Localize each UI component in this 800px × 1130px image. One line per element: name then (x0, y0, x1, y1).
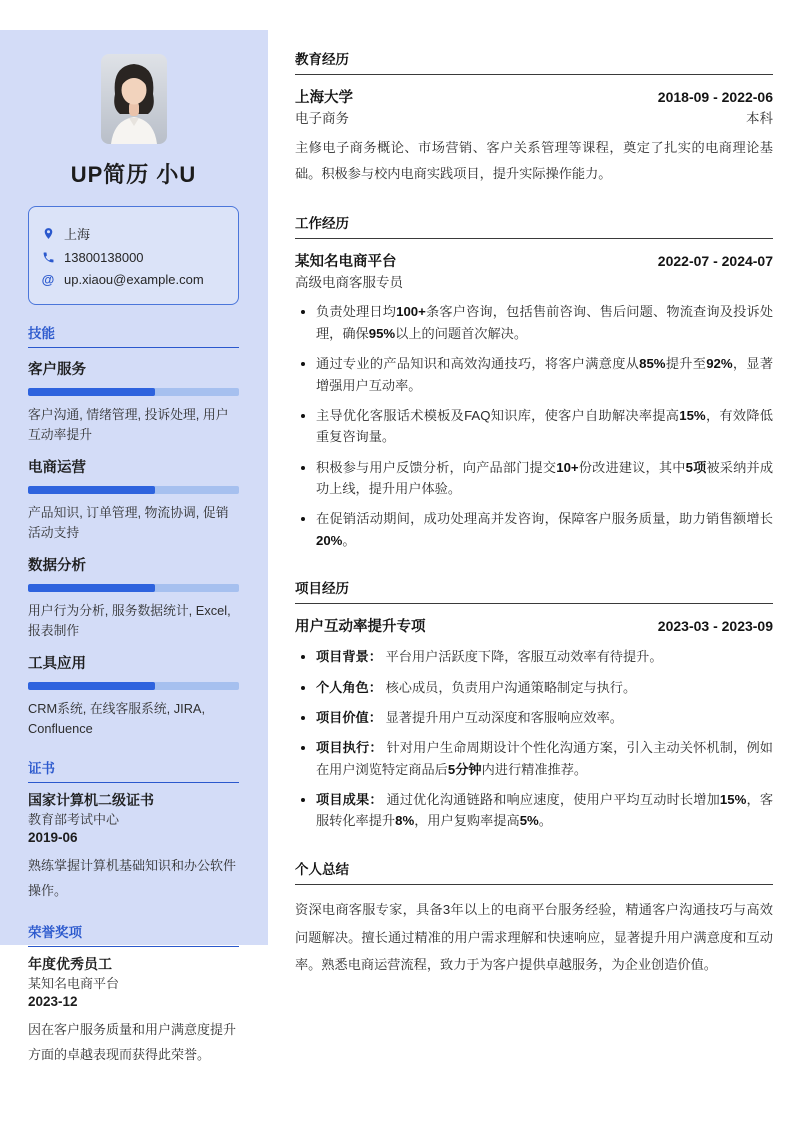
skill-progress-fill (28, 486, 155, 494)
work-bullet-list (295, 301, 773, 551)
project-bullet: • 个人角色： 核心成员，负责用户沟通策略制定与执行。 (316, 677, 773, 698)
education-major: 电子商务 (295, 111, 349, 126)
candidate-name: UP简历 小U (70, 162, 197, 187)
work-section (295, 212, 773, 551)
certificates-section-title: 证书 (28, 757, 239, 783)
skill-progress-bar (28, 682, 239, 690)
project-bullet: • 项目背景： 平台用户活跃度下降，客服互动效率有待提升。 (316, 646, 773, 667)
education-section-title: 教育经历 (295, 48, 773, 75)
honors-section-title: 荣誉奖项 (28, 921, 239, 947)
skill-item (28, 554, 239, 642)
honor-item-description: 因在客户服务质量和用户满意度提升方面的卓越表现而获得此荣誉。 (28, 1022, 237, 1063)
phone-icon (41, 251, 55, 265)
project-section-title: 项目经历 (295, 577, 773, 604)
project-bullet: • 项目执行： 针对用户生命周期设计个性化沟通方案，引入主动关怀机制，例如在用户浏览特定商品后5分钟内进行精准推荐。 (316, 737, 773, 780)
work-section-title: 工作经历 (295, 212, 773, 239)
skill-description: CRM系统, 在线客服系统, JIRA, Confluence (28, 700, 206, 737)
summary-section (295, 858, 773, 979)
at-sign-icon: @ (41, 272, 55, 287)
avatar-illustration (101, 54, 167, 144)
skill-description: 用户行为分析, 服务数据统计, Excel, 报表制作 (28, 602, 231, 639)
education-description: 主修电子商务概论、市场营销、客户关系管理等课程，奠定了扎实的电商理论基础。积极参与校内电商实践项目，提升实际操作能力。 (295, 140, 773, 181)
company-name: 某知名电商平台 (295, 254, 397, 271)
contact-phone: 13800138000 (64, 250, 144, 265)
skill-name: 工具应用 (28, 655, 86, 672)
project-dates: 2023-03 - 2023-09 (657, 618, 773, 635)
certificate-item-date: 2019-06 (28, 830, 78, 846)
skill-name: 数据分析 (28, 557, 86, 574)
contact-email-row (41, 272, 226, 287)
skill-description: 客户沟通, 情绪管理, 投诉处理, 用户互动率提升 (28, 407, 229, 443)
skill-description: 产品知识, 订单管理, 物流协调, 促销活动支持 (28, 504, 229, 541)
skill-progress-fill (28, 584, 155, 592)
work-dates: 2022-07 - 2024-07 (657, 253, 773, 270)
summary-text: 资深电商客服专家，具备3年以上的电商平台服务经验，精通客户沟通技巧与高效问题解决。擅长通过精准的用户需求理解和快速响应，显著提升用户满意度和互动率。熟悉电商运营流程，致力于为客户提供卓越服务，为企业创造价值。 (295, 901, 773, 973)
education-dates: 2018-09 - 2022-06 (657, 89, 773, 105)
work-bullet: • 主导优化客服话术模板及FAQ知识库，使客户自助解决率提高15%，有效降低重复咨询量。 (316, 405, 773, 448)
profile-photo (101, 54, 167, 144)
certificate-item (28, 791, 239, 904)
skill-progress-fill (28, 388, 155, 396)
contact-location-row (41, 224, 226, 243)
skills-list (28, 358, 239, 740)
main-column (295, 0, 773, 979)
skill-progress-bar (28, 388, 239, 396)
certificate-item-description: 熟练掌握计算机基础知识和办公软件操作。 (28, 858, 237, 899)
sidebar (0, 30, 268, 1063)
project-section (295, 577, 773, 832)
education-section (295, 48, 773, 186)
honors-list (28, 955, 239, 1068)
contact-card (28, 206, 239, 305)
project-bullet: • 项目成果： 通过优化沟通链路和响应速度，使用户平均互动时长增加15%，客服转化率提升8%，用户复购率提高5%。 (316, 789, 773, 832)
skill-item (28, 652, 239, 740)
certificates-list (28, 791, 239, 904)
skill-progress-bar (28, 486, 239, 494)
honor-item-org: 某知名电商平台 (28, 975, 120, 991)
skill-item (28, 456, 239, 544)
contact-location: 上海 (64, 227, 91, 242)
summary-section-title: 个人总结 (295, 858, 773, 885)
job-title: 高级电商客服专员 (295, 275, 403, 291)
school-name: 上海大学 (295, 90, 353, 106)
skill-item (28, 358, 239, 446)
certificate-item-title: 国家计算机二级证书 (28, 791, 154, 808)
work-bullet: • 负责处理日均100+条客户咨询，包括售前咨询、售后问题、物流查询及投诉处理，确保95%以上的问题首次解决。 (316, 301, 773, 344)
work-bullet: • 积极参与用户反馈分析，向产品部门提交10+份改进建议，其中5项被采纳并成功上线，提升用户体验。 (316, 457, 773, 500)
certificate-item-org: 教育部考试中心 (28, 811, 120, 827)
honor-item-title: 年度优秀员工 (28, 955, 112, 972)
project-name: 用户互动率提升专项 (295, 619, 426, 636)
work-bullet: • 通过专业的产品知识和高效沟通技巧，将客户满意度从85%提升至92%，显著增强用户互动率。 (316, 353, 773, 396)
honor-item (28, 955, 239, 1068)
work-bullet: • 在促销活动期间，成功处理高并发咨询，保障客户服务质量，助力销售额增长20%。 (316, 508, 773, 551)
contact-phone-row (41, 250, 226, 265)
project-bullet-list (295, 646, 773, 832)
honor-item-date: 2023-12 (28, 994, 78, 1010)
skill-name: 电商运营 (28, 459, 86, 476)
education-degree: 本科 (746, 111, 773, 126)
project-bullet: • 项目价值： 显著提升用户互动深度和客服响应效率。 (316, 707, 773, 728)
contact-email: up.xiaou@example.com (64, 272, 204, 287)
skill-name: 客户服务 (28, 362, 86, 378)
skill-progress-fill (28, 682, 155, 690)
skill-progress-bar (28, 584, 239, 592)
location-pin-icon (41, 227, 55, 241)
skills-section-title: 技能 (28, 322, 239, 348)
